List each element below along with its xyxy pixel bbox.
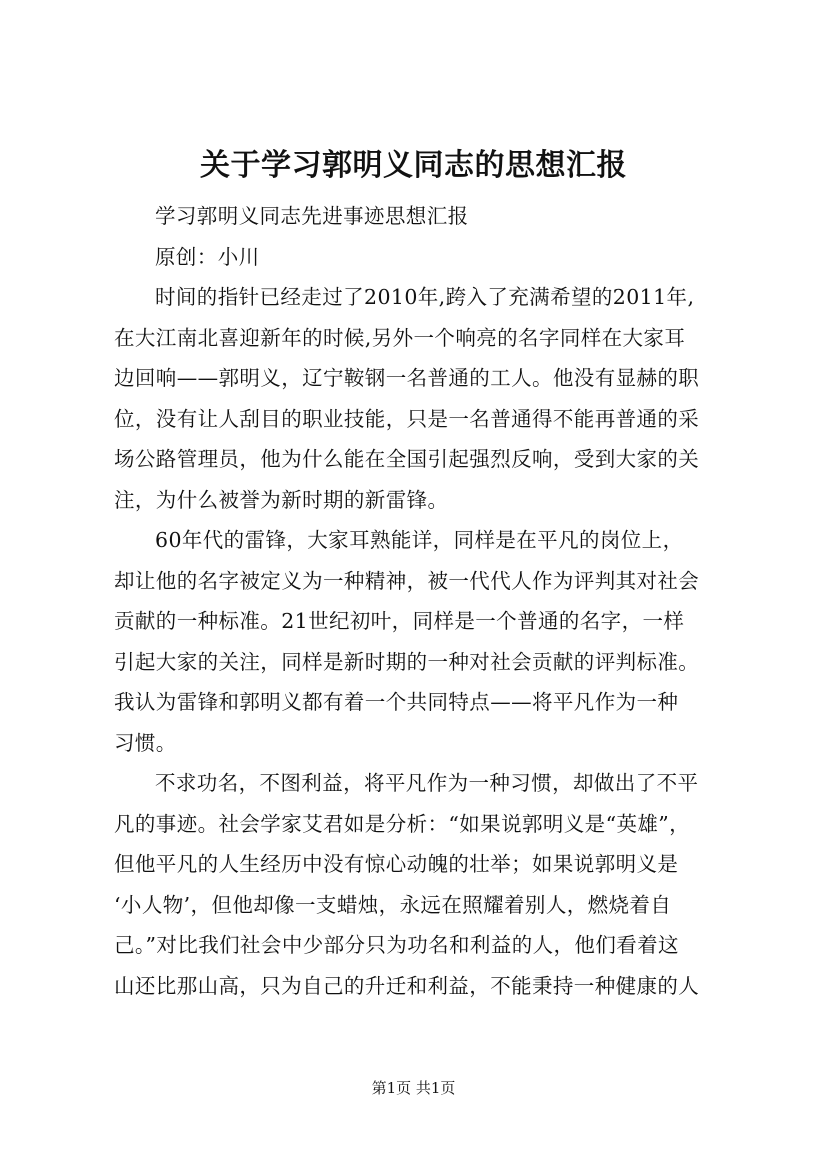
page-number-footer: 第1页 共1页 [371,1079,456,1097]
subtitle-line: 学习郭明义同志先进事迹思想汇报 [155,204,469,228]
paragraph-2-line-6: 习惯。 [114,730,177,755]
paragraph-2-line-2: 却让他的名字被定义为一种精神，被一代代人作为评判其对社会 [114,568,700,593]
paragraph-3-line-5: 己。”对比我们社会中少部分只为功名和利益的人，他们看着这 [114,933,679,957]
paragraph-2-line-3: 贡献的一种标准。21世纪初叶，同样是一个普通的名字，一样 [114,609,685,633]
paragraph-3-line-1: 不求功名，不图利益，将平凡作为一种习惯，却做出了不平 [155,771,699,795]
paragraph-1-line-1: 时间的指针已经走过了2010年,跨入了充满希望的2011年, [155,285,695,309]
paragraph-2-line-5: 我认为雷锋和郭明义都有着一个共同特点——将平凡作为一种 [114,690,679,714]
document-title: 关于学习郭明义同志的思想汇报 [200,148,627,183]
paragraph-3-line-2: 凡的事迹。社会学家艾君如是分析：“如果说郭明义是“英雄”， [114,811,691,836]
paragraph-1-line-3: 边回响——郭明义，辽宁鞍钢一名普通的工人。他没有显赫的职 [114,366,700,390]
paragraph-1-line-4: 位，没有让人刮目的职业技能，只是一名普通得不能再普通的采 [114,406,700,431]
document-body [114,196,740,1006]
paragraph-2-line-4: 引起大家的关注，同样是新时期的一种对社会贡献的评判标准。 [114,649,700,674]
paragraph-1-line-6: 注，为什么被誉为新时期的新雷锋。 [114,487,449,512]
paragraph-3-line-4: ‘小人物’，但他却像一支蜡烛，永远在照耀着别人，燃烧着自 [114,892,672,917]
paragraph-1-line-5: 场公路管理员，他为什么能在全国引起强烈反响，受到大家的关 [114,447,700,471]
paragraph-1-line-2: 在大江南北喜迎新年的时候,另外一个响亮的名字同样在大家耳 [114,325,686,350]
paragraph-3-line-3: 但他平凡的人生经历中没有惊心动魄的壮举；如果说郭明义是 [114,852,679,876]
author-line: 原创：小川 [155,244,260,269]
paragraph-2-line-1: 60年代的雷锋，大家耳熟能详，同样是在平凡的岗位上， [155,528,684,552]
paragraph-3-line-6: 山还比那山高，只为自己的升迁和利益，不能秉持一种健康的人 [114,973,700,998]
